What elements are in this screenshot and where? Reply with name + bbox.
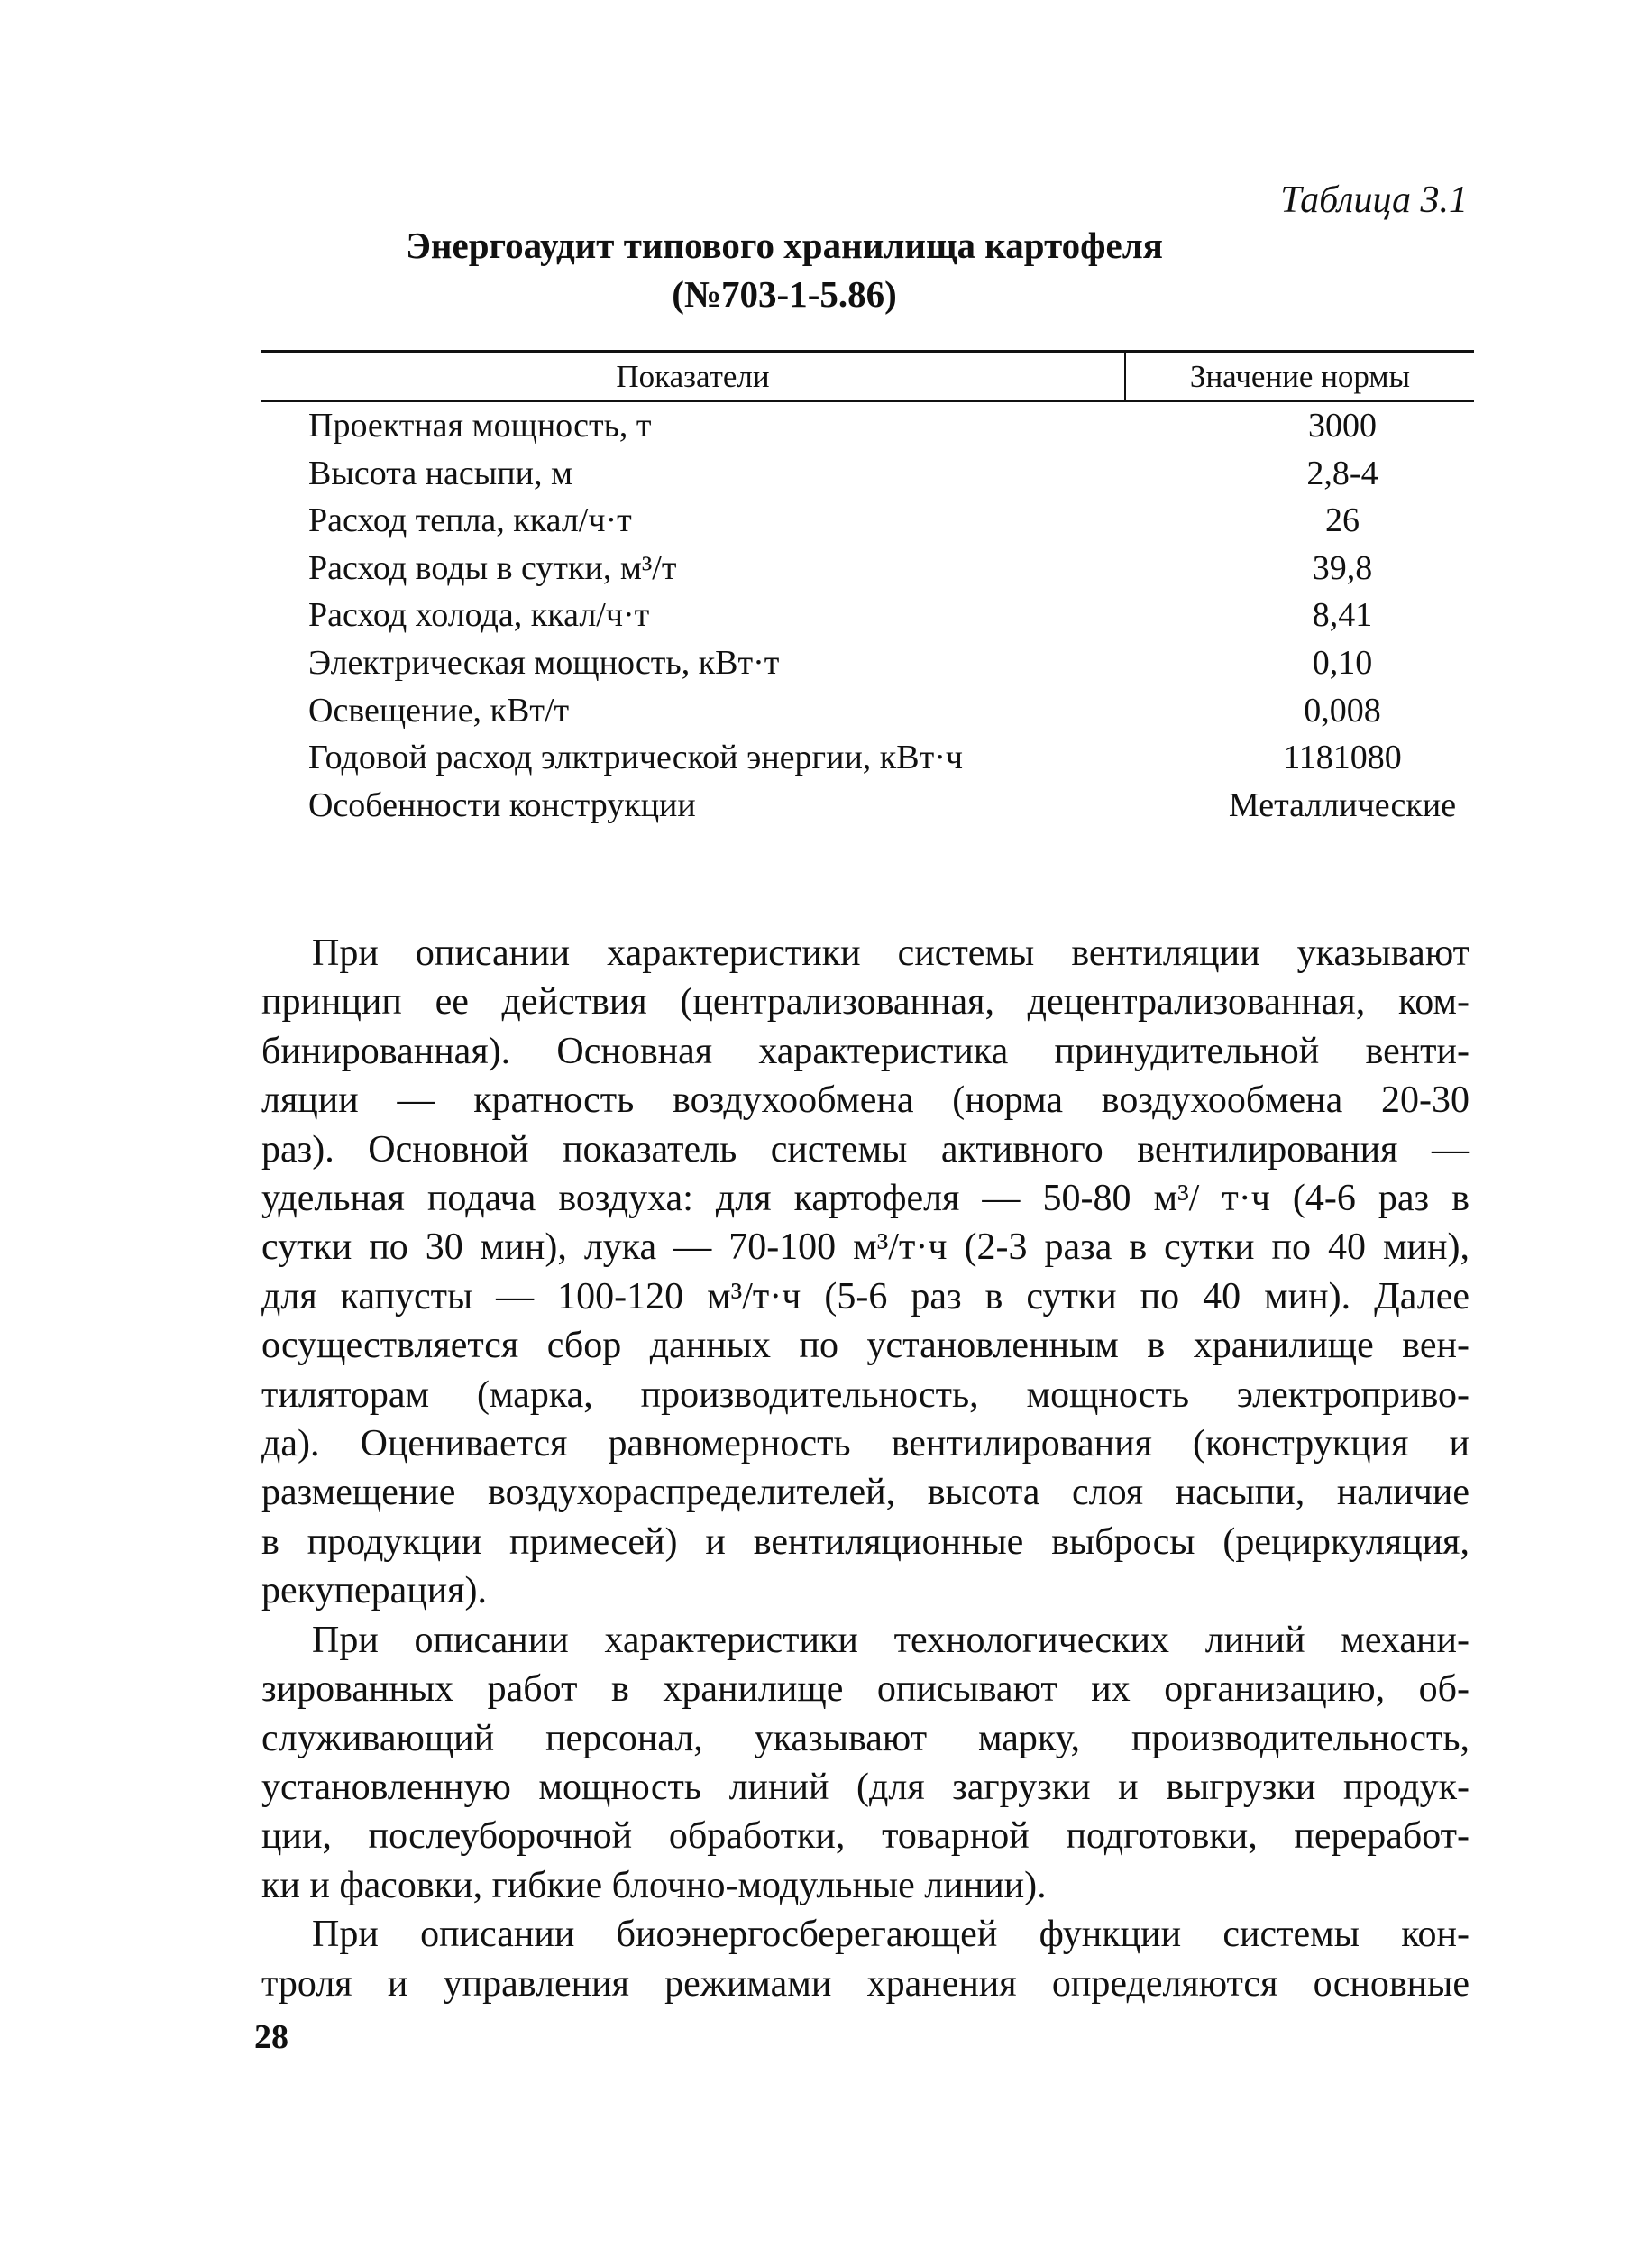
- row-value: 3000: [1308, 407, 1377, 445]
- table-row: [261, 734, 1474, 782]
- text-line: ки и фасовки, гибкие блочно-модульные линии).: [261, 1864, 1047, 1906]
- paragraph: [261, 1910, 1469, 2008]
- text-line: При описании характеристики технологических линий механи-: [312, 1619, 1469, 1661]
- text-line: принцип ее действия (централизованная, децентрализованная, ком-: [261, 981, 1469, 1024]
- text-line: раз). Основной показатель системы активного вентилирования —: [261, 1128, 1469, 1171]
- row-indicator: Высота насыпи, м: [308, 454, 572, 492]
- text-line: ляции — кратность воздухообмена (норма воздухообмена 20-30: [261, 1079, 1469, 1122]
- table-row: [261, 497, 1474, 545]
- page-number: 28: [254, 2018, 288, 2056]
- row-value: 2,8-4: [1306, 454, 1378, 492]
- text-line: размещение воздухораспределителей, высота слоя насыпи, наличие: [261, 1472, 1469, 1514]
- row-indicator: Проектная мощность, т: [308, 407, 652, 445]
- table-row: [261, 639, 1474, 687]
- text-line: ции, послеуборочной обработки, товарной подготовки, переработ-: [261, 1815, 1469, 1858]
- paragraph: [261, 1616, 1469, 1910]
- text-line: сутки по 30 мин), лука — 70-100 м³/т·ч (2-3 раза в сутки по 40 мин),: [261, 1226, 1469, 1269]
- row-value: 1181080: [1283, 739, 1402, 777]
- text-line: При описании биоэнергосберегающей функции системы кон-: [312, 1914, 1469, 1956]
- table-top-rule: [261, 350, 1474, 353]
- text-line: служивающий персонал, указывают марку, производительность,: [261, 1717, 1469, 1759]
- header-indicators: Показатели: [616, 359, 770, 394]
- body-text: [261, 929, 1469, 2008]
- row-value: 26: [1325, 501, 1360, 540]
- text-line: рекуперация).: [261, 1570, 487, 1612]
- text-line: осуществляется сбор данных по установленным в хранилище вен-: [261, 1325, 1469, 1367]
- row-value: Металлические: [1228, 785, 1457, 824]
- table-title: Энергоаудит типового хранилища картофеля: [406, 225, 1163, 266]
- row-value: 0,008: [1304, 691, 1381, 730]
- row-indicator: Расход воды в сутки, м³/т: [308, 548, 677, 587]
- header-norm-value: Значение нормы: [1189, 359, 1411, 394]
- row-indicator: Годовой расход элктрической энергии, кВт·ч: [308, 739, 963, 777]
- row-indicator: Электрическая мощность, кВт·т: [308, 643, 780, 682]
- row-value: 39,8: [1312, 548, 1373, 587]
- row-indicator: Расход тепла, ккал/ч·т: [308, 501, 632, 540]
- text-line: удельная подача воздуха: для картофеля — 50-80 м³/ т·ч (4-6 раз в: [261, 1178, 1469, 1220]
- text-line: для капусты — 100-120 м³/т·ч (5-6 раз в сутки по 40 мин). Далее: [261, 1275, 1469, 1318]
- text-line: да). Оценивается равномерность вентилирования (конструкция и: [261, 1423, 1469, 1465]
- table-row: [261, 687, 1474, 735]
- table-row: [261, 402, 1474, 450]
- text-line: зированных работ в хранилище описывают их организацию, об-: [261, 1668, 1469, 1711]
- table-row: [261, 592, 1474, 639]
- row-value: 8,41: [1312, 596, 1373, 635]
- row-indicator: Освещение, кВт/т: [308, 691, 570, 730]
- row-indicator: Расход холода, ккал/ч·т: [308, 596, 650, 635]
- text-line: в продукции примесей) и вентиляционные выбросы (рециркуляция,: [261, 1520, 1469, 1563]
- text-line: бинированная). Основная характеристика принудительной венти-: [261, 1030, 1469, 1072]
- text-line: При описании характеристики системы вентиляции указывают: [312, 932, 1469, 974]
- table-body: [261, 402, 1474, 829]
- paragraph: [261, 929, 1469, 1616]
- table-subtitle: (№703-1-5.86): [672, 273, 897, 315]
- text-line: троля и управления режимами хранения определяются основные: [261, 1962, 1469, 2005]
- text-line: тиляторам (марка, производительность, мощность электроприво-: [261, 1373, 1469, 1416]
- table-row: [261, 782, 1474, 830]
- table-row: [261, 545, 1474, 592]
- table-row: [261, 450, 1474, 498]
- text-line: установленную мощность линий (для загрузки и выгрузки продук-: [261, 1766, 1469, 1808]
- row-value: 0,10: [1312, 643, 1373, 682]
- table-label: Таблица 3.1: [1280, 179, 1468, 221]
- row-indicator: Особенности конструкции: [308, 785, 696, 824]
